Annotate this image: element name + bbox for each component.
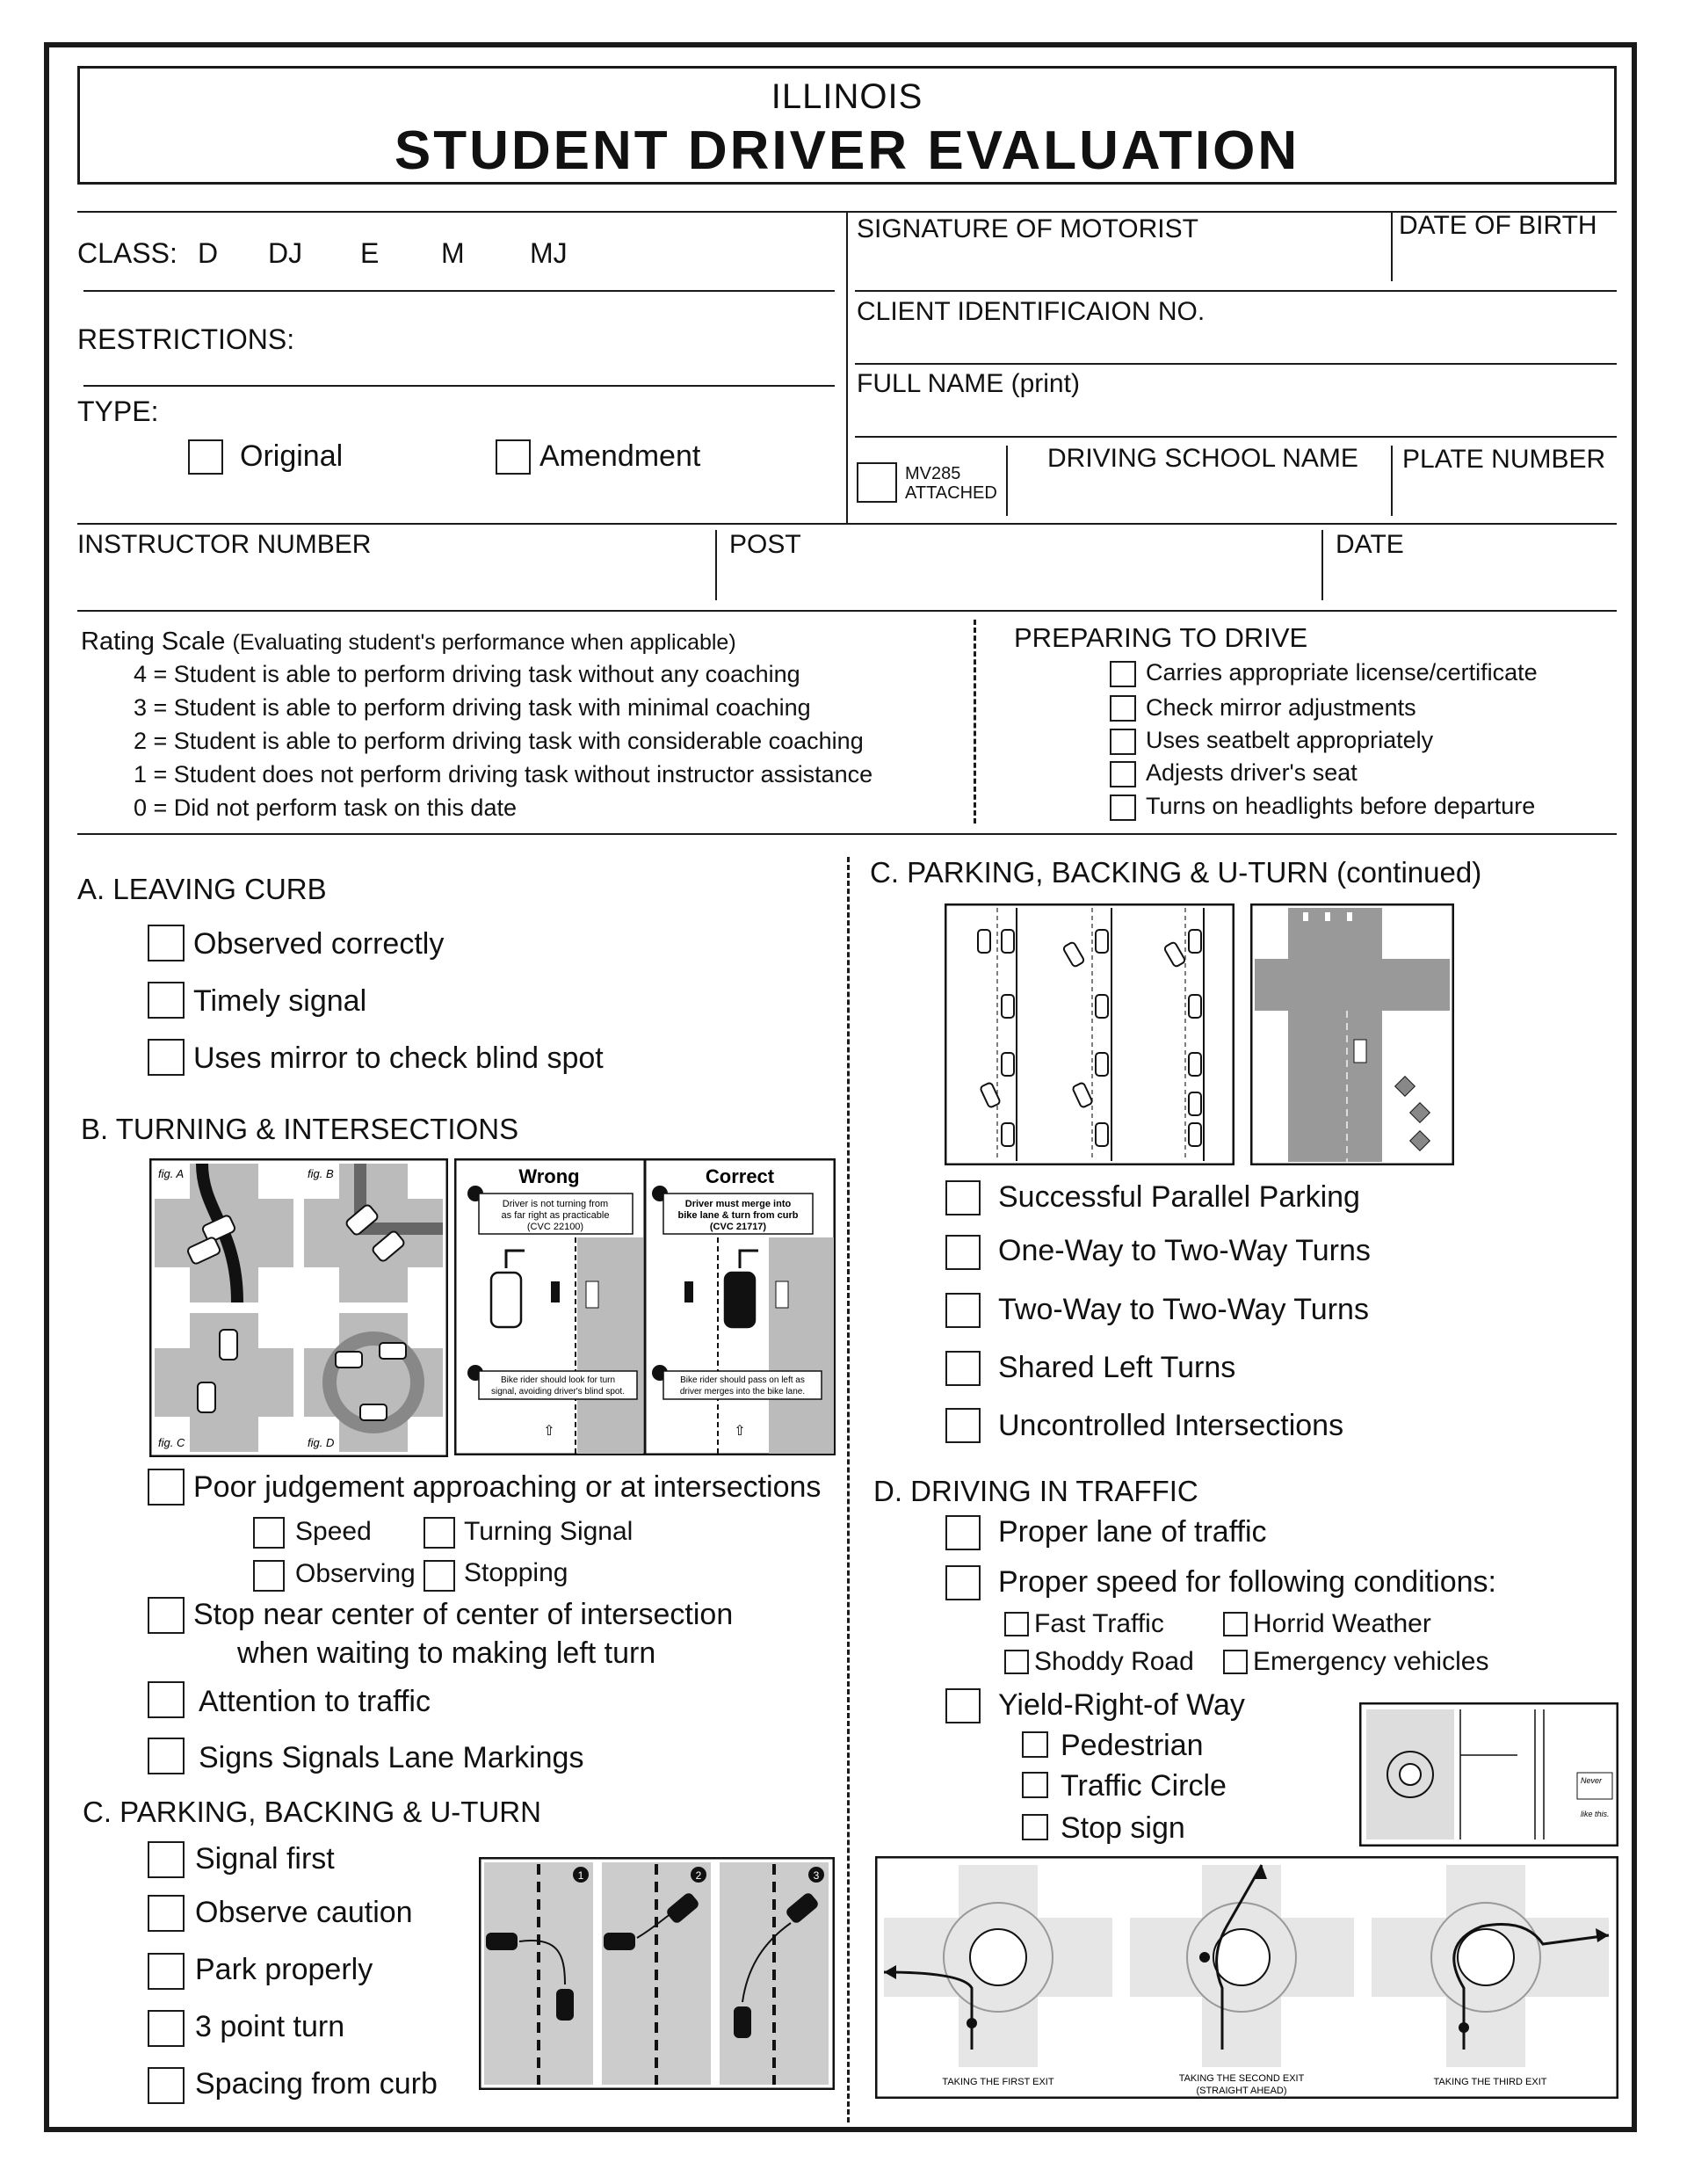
pedestrian-checkbox[interactable] bbox=[1022, 1731, 1048, 1758]
roundabout-caption: TAKING THE FIRST EXIT bbox=[942, 2077, 1054, 2087]
speed-label: Speed bbox=[295, 1517, 372, 1546]
dob-label: DATE OF BIRTH bbox=[1399, 211, 1597, 240]
bike-icon: ⇧ bbox=[734, 1424, 746, 1439]
wrong-title: Wrong bbox=[518, 1165, 580, 1187]
observe-caution-label: Observe caution bbox=[195, 1896, 413, 1929]
stop-sign-label: Stop sign bbox=[1061, 1811, 1185, 1845]
two-way-label: Two-Way to Two-Way Turns bbox=[998, 1293, 1369, 1326]
speed-checkbox[interactable] bbox=[253, 1517, 285, 1549]
section-d-title: D. DRIVING IN TRAFFIC bbox=[873, 1475, 1198, 1507]
park-properly-label: Park properly bbox=[195, 1953, 373, 1986]
parallel-parking-checkbox[interactable] bbox=[945, 1180, 981, 1215]
step-number: 3 bbox=[813, 1869, 820, 1882]
proper-speed-checkbox[interactable] bbox=[945, 1565, 981, 1600]
traffic-circle-checkbox[interactable] bbox=[1022, 1772, 1048, 1798]
yield-label: Yield-Right-of Way bbox=[998, 1688, 1245, 1722]
rating-line: 2 = Student is able to perform driving task with considerable coaching bbox=[134, 728, 864, 754]
yield-checkbox[interactable] bbox=[945, 1688, 981, 1723]
observing-checkbox[interactable] bbox=[253, 1560, 285, 1592]
signature-label: SIGNATURE OF MOTORIST bbox=[857, 214, 1198, 243]
roundabout-caption: TAKING THE SECOND EXIT bbox=[1178, 2073, 1305, 2084]
sign-note: Never bbox=[1581, 1776, 1603, 1785]
correct-note: (CVC 21717) bbox=[709, 1222, 767, 1232]
proper-lane-label: Proper lane of traffic bbox=[998, 1515, 1267, 1549]
page-title: STUDENT DRIVER EVALUATION bbox=[394, 120, 1300, 181]
type-amendment-checkbox[interactable] bbox=[496, 439, 531, 475]
mirror-checkbox[interactable] bbox=[148, 1039, 185, 1076]
rule bbox=[1391, 211, 1393, 281]
parallel-parking-label: Successful Parallel Parking bbox=[998, 1180, 1360, 1214]
three-point-turn-label: 3 point turn bbox=[195, 2010, 345, 2043]
spacing-curb-label: Spacing from curb bbox=[195, 2067, 438, 2101]
stop-center-label-2: when waiting to making left turn bbox=[237, 1636, 656, 1670]
stop-center-label: Stop near center of center of intersection bbox=[193, 1598, 734, 1631]
step-number: 1 bbox=[577, 1869, 584, 1882]
stop-center-checkbox[interactable] bbox=[148, 1597, 185, 1634]
observed-label: Observed correctly bbox=[193, 927, 445, 961]
rating-subtitle: (Evaluating student's performance when applicable) bbox=[232, 630, 736, 655]
signs-checkbox[interactable] bbox=[148, 1738, 185, 1774]
preparing-title: PREPARING TO DRIVE bbox=[1014, 622, 1308, 653]
preparing-checkbox[interactable] bbox=[1110, 795, 1136, 821]
emergency-vehicles-label: Emergency vehicles bbox=[1253, 1647, 1489, 1676]
turning-signal-label: Turning Signal bbox=[464, 1517, 634, 1546]
proper-speed-label: Proper speed for following conditions: bbox=[998, 1565, 1496, 1599]
rule bbox=[83, 290, 835, 292]
correct-bike-note: Bike rider should pass on left as bbox=[680, 1375, 805, 1385]
type-original-label: Original bbox=[240, 439, 344, 473]
proper-lane-checkbox[interactable] bbox=[945, 1515, 981, 1550]
attention-checkbox[interactable] bbox=[148, 1681, 185, 1718]
wrong-note: as far right as practicable bbox=[501, 1210, 610, 1221]
car bbox=[486, 1933, 518, 1950]
wrong-bike-note: signal, avoiding driver's blind spot. bbox=[491, 1387, 625, 1397]
mv285-line-2: ATTACHED bbox=[905, 483, 997, 503]
class-option[interactable]: E bbox=[360, 237, 380, 269]
one-way-label: One-Way to Two-Way Turns bbox=[998, 1234, 1371, 1267]
turning-figures bbox=[149, 1158, 448, 1457]
plate-label: PLATE NUMBER bbox=[1402, 445, 1606, 474]
mv285-label bbox=[905, 464, 997, 503]
preparing-item: Check mirror adjustments bbox=[1146, 694, 1416, 721]
rule bbox=[855, 363, 1617, 365]
fig-label: fig. B bbox=[308, 1167, 334, 1180]
date-label: DATE bbox=[1336, 530, 1404, 559]
observe-caution-checkbox[interactable] bbox=[148, 1895, 185, 1932]
fig-c bbox=[155, 1313, 293, 1452]
fast-traffic-label: Fast Traffic bbox=[1034, 1609, 1164, 1638]
poor-judgement-label: Poor judgement approaching or at intersections bbox=[193, 1470, 822, 1504]
rating-line: 4 = Student is able to perform driving task without any coaching bbox=[134, 661, 800, 687]
car bbox=[556, 1989, 574, 2021]
sign-note: like this. bbox=[1581, 1810, 1610, 1818]
parking-figure bbox=[945, 903, 1234, 1165]
correct-bike-note: driver merges into the bike lane. bbox=[679, 1387, 806, 1397]
class-option[interactable]: DJ bbox=[268, 237, 303, 269]
rating-title: Rating Scale bbox=[81, 628, 226, 656]
type-label: TYPE: bbox=[77, 395, 159, 427]
stop-sign-checkbox[interactable] bbox=[1022, 1814, 1048, 1840]
client-id-label: CLIENT IDENTIFICAION NO. bbox=[857, 297, 1206, 326]
three-point-turn-checkbox[interactable] bbox=[148, 2010, 185, 2047]
preparing-item: Uses seatbelt appropriately bbox=[1146, 727, 1434, 753]
three-point-turn-figure bbox=[479, 1857, 835, 2090]
fig-label: fig. A bbox=[158, 1167, 185, 1180]
instructor-label: INSTRUCTOR NUMBER bbox=[77, 530, 372, 559]
rule bbox=[83, 385, 835, 387]
signs-label: Signs Signals Lane Markings bbox=[199, 1741, 584, 1774]
class-option[interactable]: D bbox=[198, 237, 219, 269]
turning-signal-checkbox[interactable] bbox=[424, 1517, 455, 1549]
traffic-circle-label: Traffic Circle bbox=[1061, 1769, 1227, 1803]
timely-signal-checkbox[interactable] bbox=[148, 982, 185, 1019]
mv285-checkbox[interactable] bbox=[857, 462, 897, 503]
yield-sign-figure bbox=[1359, 1702, 1618, 1847]
rating-line: 3 = Student is able to perform driving task with minimal coaching bbox=[134, 694, 811, 721]
preparing-checkbox[interactable] bbox=[1110, 729, 1136, 755]
roundabout-caption: TAKING THE THIRD EXIT bbox=[1433, 2077, 1547, 2087]
restrictions-label: RESTRICTIONS: bbox=[77, 323, 295, 355]
bike-lane-figure bbox=[454, 1158, 836, 1455]
class-option[interactable]: MJ bbox=[530, 237, 568, 269]
fig-b bbox=[304, 1164, 443, 1302]
horrid-weather-label: Horrid Weather bbox=[1253, 1609, 1431, 1638]
signal-first-checkbox[interactable] bbox=[148, 1841, 185, 1878]
shared-left-checkbox[interactable] bbox=[945, 1351, 981, 1386]
one-way-figure bbox=[1250, 903, 1454, 1165]
rule bbox=[1006, 446, 1008, 516]
park-properly-checkbox[interactable] bbox=[148, 1953, 185, 1990]
preparing-checkbox[interactable] bbox=[1110, 761, 1136, 787]
horrid-weather-checkbox[interactable] bbox=[1223, 1612, 1248, 1636]
full-name-label: FULL NAME (print) bbox=[857, 369, 1080, 398]
rule bbox=[1321, 530, 1323, 600]
spacing-curb-checkbox[interactable] bbox=[148, 2067, 185, 2104]
uncontrolled-checkbox[interactable] bbox=[945, 1408, 981, 1443]
section-a-title: A. LEAVING CURB bbox=[77, 873, 327, 905]
mv285-line-1: MV285 bbox=[905, 464, 961, 483]
fig-d bbox=[304, 1313, 443, 1452]
wrong-bike-note: Bike rider should look for turn bbox=[500, 1375, 616, 1385]
school-label: DRIVING SCHOOL NAME bbox=[1047, 444, 1358, 473]
rule bbox=[715, 530, 717, 600]
class-option[interactable]: M bbox=[441, 237, 465, 269]
shoddy-road-checkbox[interactable] bbox=[1004, 1650, 1029, 1674]
stopping-checkbox[interactable] bbox=[424, 1560, 455, 1592]
stopping-label: Stopping bbox=[464, 1558, 568, 1587]
rule bbox=[846, 211, 848, 523]
signal-first-label: Signal first bbox=[195, 1842, 335, 1876]
rating-line: 0 = Did not perform task on this date bbox=[134, 795, 517, 821]
correct-note: Driver must merge into bbox=[684, 1199, 792, 1209]
rule bbox=[1391, 446, 1393, 516]
bike-icon: ⇧ bbox=[543, 1424, 555, 1439]
rule bbox=[77, 610, 1617, 612]
rating-line: 1 = Student does not perform driving task without instructor assistance bbox=[134, 761, 873, 787]
one-way-checkbox[interactable] bbox=[945, 1235, 981, 1270]
preparing-item: Carries appropriate license/certificate bbox=[1146, 659, 1538, 686]
car bbox=[604, 1933, 635, 1950]
type-amendment-label: Amendment bbox=[539, 439, 701, 473]
title-box bbox=[77, 66, 1617, 185]
uncontrolled-label: Uncontrolled Intersections bbox=[998, 1409, 1344, 1442]
divider bbox=[974, 620, 976, 824]
emergency-vehicles-checkbox[interactable] bbox=[1223, 1650, 1248, 1674]
shared-left-label: Shared Left Turns bbox=[998, 1351, 1236, 1384]
observing-label: Observing bbox=[295, 1559, 416, 1588]
attention-label: Attention to traffic bbox=[199, 1685, 431, 1718]
fig-label: fig. C bbox=[158, 1436, 185, 1449]
observed-checkbox[interactable] bbox=[148, 925, 185, 961]
rule bbox=[855, 290, 1617, 292]
section-c-cont-title: C. PARKING, BACKING & U-TURN (continued) bbox=[870, 856, 1482, 889]
pedestrian-label: Pedestrian bbox=[1061, 1729, 1204, 1762]
post-label: POST bbox=[729, 530, 801, 559]
section-b-title: B. TURNING & INTERSECTIONS bbox=[81, 1113, 519, 1145]
wrong-note: Driver is not turning from bbox=[502, 1199, 609, 1209]
timely-signal-label: Timely signal bbox=[193, 984, 367, 1018]
type-original-checkbox[interactable] bbox=[188, 439, 223, 475]
roundabout-caption: (STRAIGHT AHEAD) bbox=[1196, 2086, 1287, 2096]
shoddy-road-label: Shoddy Road bbox=[1034, 1647, 1194, 1676]
preparing-item: Turns on headlights before departure bbox=[1146, 793, 1536, 819]
car bbox=[734, 2006, 751, 2038]
section-c-title: C. PARKING, BACKING & U-TURN bbox=[83, 1796, 541, 1828]
preparing-checkbox[interactable] bbox=[1110, 695, 1136, 722]
divider bbox=[847, 857, 850, 2122]
fig-label: fig. D bbox=[308, 1436, 335, 1449]
roundabout-figure bbox=[875, 1856, 1618, 2099]
rule bbox=[77, 523, 1617, 525]
state-title: ILLINOIS bbox=[771, 77, 923, 116]
step-number: 2 bbox=[695, 1869, 702, 1882]
class-label: CLASS: bbox=[77, 237, 177, 269]
rating-scale-heading bbox=[81, 628, 736, 657]
correct-title: Correct bbox=[705, 1165, 775, 1187]
rule bbox=[855, 436, 1617, 438]
poor-judgement-checkbox[interactable] bbox=[148, 1469, 185, 1506]
fast-traffic-checkbox[interactable] bbox=[1004, 1612, 1029, 1636]
preparing-checkbox[interactable] bbox=[1110, 661, 1136, 687]
mirror-label: Uses mirror to check blind spot bbox=[193, 1041, 604, 1075]
fig-a bbox=[155, 1164, 293, 1302]
correct-note: bike lane & turn from curb bbox=[677, 1210, 799, 1221]
preparing-item: Adjests driver's seat bbox=[1146, 759, 1358, 786]
wrong-note: (CVC 22100) bbox=[526, 1222, 584, 1232]
rule bbox=[77, 833, 1617, 835]
two-way-checkbox[interactable] bbox=[945, 1293, 981, 1328]
